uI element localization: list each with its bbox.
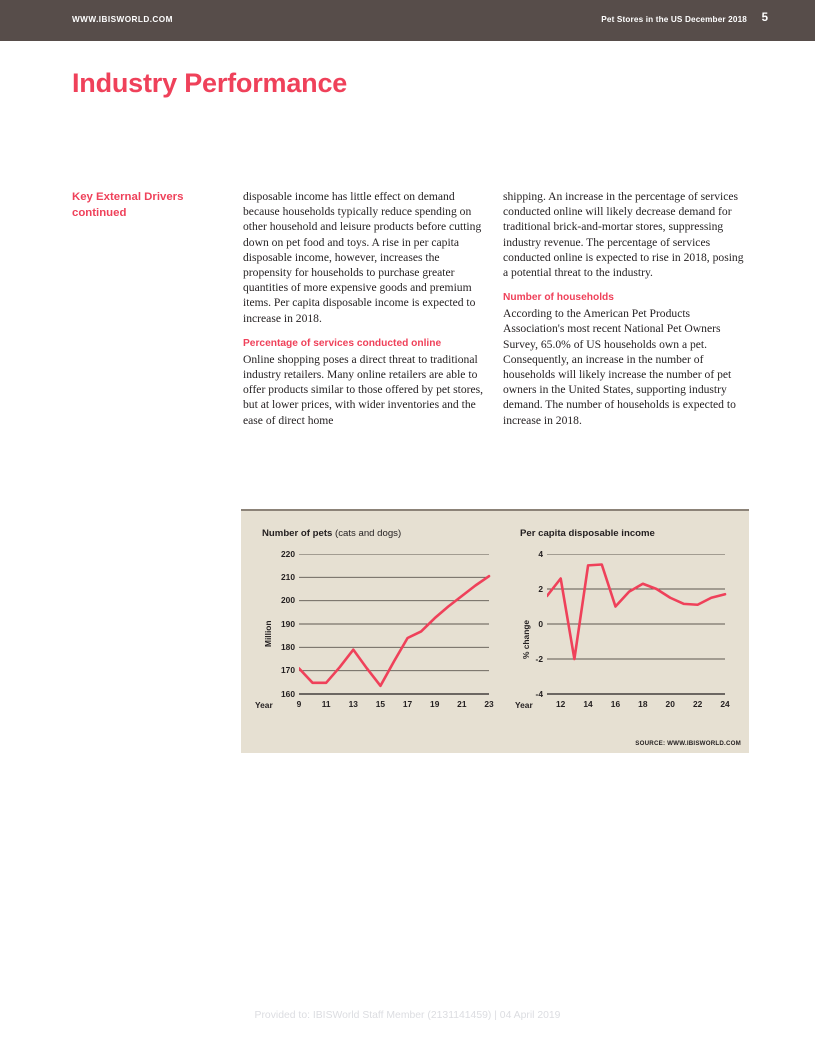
x-axis-label-year-right: Year [515, 700, 533, 710]
y-axis-tick-label: 0 [538, 618, 543, 629]
page-title: Industry Performance [72, 68, 348, 98]
page-footer: Provided to: IBISWorld Staff Member (2131141459) | 04 April 2019 [254, 1010, 561, 1021]
chart-svg [547, 554, 731, 716]
x-axis-tick-label: 24 [720, 699, 730, 709]
subsection-services-online [243, 337, 485, 428]
chart-series-line [299, 576, 489, 686]
x-axis-tick-label: 9 [296, 699, 302, 709]
paragraph-right-1: shipping. An increase in the percentage of services conducted online will likely decrease demand for traditional brick-and-mortar stores, suppressing industry revenue. The percentage of services conducted online is expected to rise in 2018, posing a potential threat to the industry. [503, 190, 744, 280]
subhead-services-online: Percentage of services conducted online [243, 337, 442, 349]
paragraph-left-2: Online shopping poses a direct threat to traditional industry retailers. Many online retailers are able to offer products similar to those offered by pet stores, but at lower prices, with wider inventories and the ease of direct home [243, 352, 484, 427]
y-axis-tick-label: 190 [281, 618, 295, 629]
body-column-left [243, 189, 485, 428]
chart-series-line [547, 565, 725, 660]
x-axis-tick-label: 17 [402, 699, 413, 709]
document-reference: Pet Stores in the US December 2018 [601, 15, 747, 24]
chart-title-main-right: Per capita disposable income [520, 528, 655, 539]
chart-title-number-of-pets [262, 528, 401, 539]
x-axis-tick-label: 19 [430, 699, 440, 709]
page-header-bar [0, 0, 815, 41]
chart-plot-disposable-income [547, 554, 731, 716]
chart-title-disposable-income [520, 528, 655, 539]
subhead-number-of-households: Number of households [503, 292, 614, 304]
x-axis-tick-label: 14 [583, 699, 593, 709]
x-axis-tick-label: 15 [375, 699, 386, 709]
y-axis-tick-label: 210 [281, 571, 295, 582]
paragraph-right-2: According to the American Pet Products Association's most recent National Pet Owners Survey, 65.0% of US households own a pet. Consequently, an increase in the number of households will likely increase the number of pet owners in the United States, supporting industry demand. The number of households is expected to increase in 2018. [503, 307, 736, 427]
x-axis-tick-label: 12 [556, 699, 566, 709]
chart-title-sub-left: (cats and dogs) [335, 528, 402, 539]
y-axis-tick-label: -2 [535, 653, 543, 664]
y-axis-label-percent-change: % change [521, 619, 531, 659]
y-axis-label-million: Million [263, 620, 273, 647]
x-axis-tick-label: 21 [457, 699, 467, 709]
y-axis-tick-label: -4 [535, 688, 543, 699]
y-axis-tick-label: 220 [281, 548, 295, 559]
page-number: 5 [761, 12, 768, 24]
y-axis-tick-label: 200 [281, 595, 295, 606]
x-axis-tick-label: 11 [321, 699, 331, 709]
section-sidebar-heading: Key External Drivers continued [72, 191, 184, 219]
body-column-right [503, 189, 745, 428]
subsection-number-of-households [503, 291, 745, 428]
y-axis-tick-label: 170 [281, 665, 295, 676]
charts-panel [241, 509, 749, 753]
chart-source-note: SOURCE: WWW.IBISWORLD.COM [635, 740, 741, 747]
x-axis-tick-label: 13 [348, 699, 358, 709]
x-axis-tick-label: 23 [484, 699, 494, 709]
chart-plot-number-of-pets [299, 554, 495, 716]
site-url: WWW.IBISWORLD.COM [72, 15, 173, 24]
chart-title-main-left: Number of pets [262, 528, 333, 539]
y-axis-tick-label: 160 [281, 688, 295, 699]
y-axis-tick-label: 4 [538, 548, 543, 559]
x-axis-tick-label: 20 [665, 699, 675, 709]
y-axis-tick-label: 180 [281, 641, 295, 652]
x-axis-tick-label: 16 [610, 699, 621, 709]
x-axis-tick-label: 22 [692, 699, 703, 709]
x-axis-tick-label: 18 [638, 699, 648, 709]
chart-svg [299, 554, 495, 716]
paragraph-left-1: disposable income has little effect on demand because households typically reduce spending on other household and leisure products before cutting down on pet food and toys. A rise in per capita disposable income, however, increases the propensity for households to purchase greater quantities of more expensive goods and premium items. Per capita disposable income is expected to increase in 2018. [243, 190, 482, 325]
x-axis-label-year-left: Year [255, 700, 273, 710]
y-axis-tick-label: 2 [538, 583, 543, 594]
